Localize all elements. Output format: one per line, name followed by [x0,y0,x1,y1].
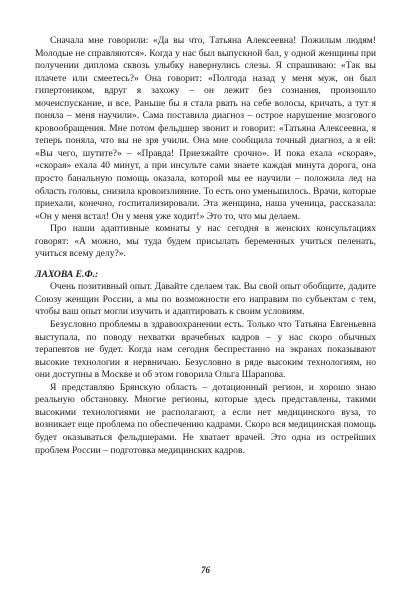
document-page [35,35,376,457]
paragraph-healthcare-problems: Безусловно проблемы в здравоохранении есть. Только что Татьяна Евгеньевна выступала, по поводу нехватки врачебных кадров – у нас скоро обычных терапевтов не будет. Когда нам сегодня беспрестанно на экранах показывают высокие технологии я нервничаю. Безусловно в ряде высоким технологиям, но они доступны в Москве и об этом говорила Ольга Шарапова. [35,319,376,381]
paragraph-bryansk-region: Я представляю Брянскую область – дотационный регион, и хорошо знаю реальную обстановку. Многие регионы, которые здесь представлены, такими высокими технологиями не располагают, а если нет медицинского вуза, то возникает еще проблема по обеспечению кадрами. Скоро вся медицинская помощь будет оказываться фельдшерами. Не хватает врачей. Это одна из острейших проблем России – подготовка медицинских кадров. [35,381,376,456]
paragraph-positive-experience: Очень позитивный опыт. Давайте сделаем так. Вы свой опыт обобщите, дадите Союзу женщин России, а мы по возможности его направим по субъектам с тем, чтобы ваш опыт могли изучить и адаптировать к своим условиям. [35,281,376,318]
paragraph-anecdote: Сначала мне говорили: «Да вы что, Татьяна Алексеевна! Пожилым людям! Молодые не справляются». Когда у нас был выпускной бал, у одной женщины при получении диплома сквозь улыбку навернулись слезы. Я спрашиваю: «Так вы плачете или смеетесь?» Она говорит: «Полгода назад у меня муж, он был гипертоником, вдруг я захожу – он лежит без сознания, произошло мочеиспускание, и все. Раньше бы я стала рвать на себе волосы, кричать, а тут я поняла – меня научили». Сама поставила диагноз – острое нарушение мозгового кровообращения. Мне потом фельдшер звонит и говорит: «Татьяна Алексеевна, я теперь поняла, что вы не зря учили. Она мне сообщила точный диагноз, а я ей: «Вы чего, шутите?» – «Правда! Приезжайте срочно». И пока ехала «скорая», «скорая» ехала 40 минут, а при инсульте сами знаете каждая минута дорога, она просто банальную помощь оказала, которой мы ее научили – положила лед на область головы, снизила кровоизлияние. То есть оно уменьшилось. Врачи, которые приехали, конечно, госпитализировали. Эта женщина, наша ученица, рассказала: «Он у меня встал! Он у меня уже ходит!» Это то, что мы делаем. [35,35,376,222]
page-number: 76 [201,565,210,575]
speaker-name: ЛАХОВА Е.Ф.: [35,268,99,280]
paragraph-adaptive-rooms: Про наши адаптивные комнаты у нас сегодня в женских консультациях говорят: «А можно, мы туда будем присылать беременных учиться пеленать, учиться всему делу?». [35,223,376,260]
